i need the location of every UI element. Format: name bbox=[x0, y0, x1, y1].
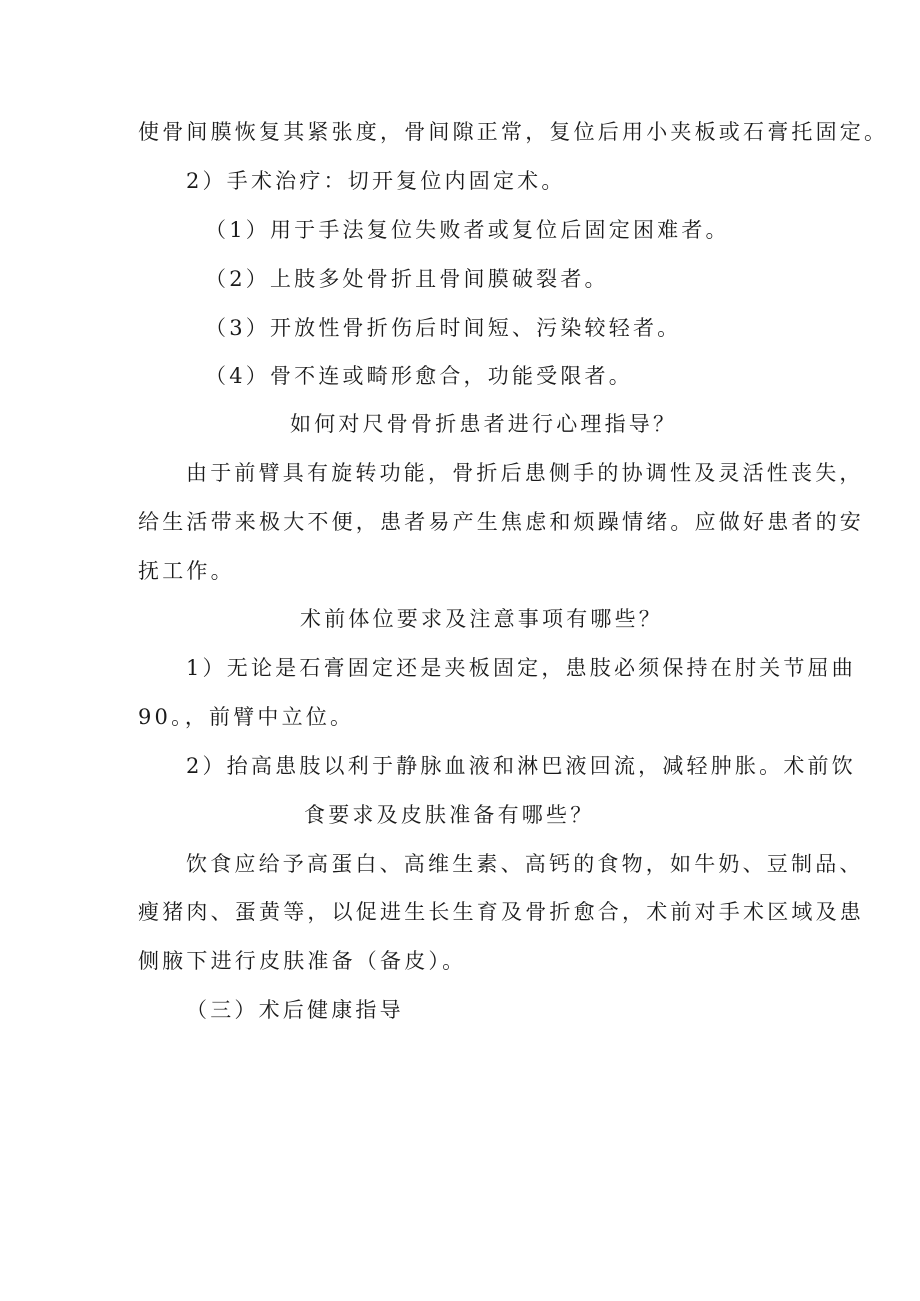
section-heading: 术前体位要求及注意事项有哪些？ bbox=[300, 607, 663, 631]
section-heading: 食要求及皮肤准备有哪些？ bbox=[304, 803, 595, 827]
list-subitem: （2）上肢多处骨折且骨间膜破裂者。 bbox=[205, 267, 609, 291]
list-subitem: （4）骨不连或畸形愈合，功能受限者。 bbox=[205, 364, 633, 388]
paragraph-line: 抚工作。 bbox=[138, 559, 235, 583]
paragraph-line: 1）无论是石膏固定还是夹板固定，患肢必须保持在肘关节屈曲 bbox=[186, 656, 856, 680]
paragraph-line: 使骨间膜恢复其紧张度，骨间隙正常，复位后用小夹板或石膏托固定。 bbox=[138, 120, 889, 144]
section-heading: 如何对尺骨骨折患者进行心理指导？ bbox=[290, 412, 678, 436]
paragraph-line: 瘦猪肉、蛋黄等，以促进生长生育及骨折愈合，术前对手术区域及患 bbox=[138, 900, 864, 924]
paragraph-line: 侧腋下进行皮肤准备（备皮）。 bbox=[138, 949, 467, 973]
list-subitem: （3）开放性骨折伤后时间短、污染较轻者。 bbox=[205, 316, 682, 340]
paragraph-line: 饮食应给予高蛋白、高维生素、高钙的食物，如牛奶、豆制品、 bbox=[186, 852, 864, 876]
paragraph-line: 90。，前臂中立位。 bbox=[138, 705, 355, 729]
list-subitem: （1）用于手法复位失败者或复位后固定困难者。 bbox=[205, 218, 730, 242]
paragraph-line: 由于前臂具有旋转功能，骨折后患侧手的协调性及灵活性丧失， bbox=[186, 461, 864, 485]
paragraph-line: 给生活带来极大不便，患者易产生焦虑和烦躁情绪。应做好患者的安 bbox=[138, 510, 864, 534]
section-heading: （三）术后健康指导 bbox=[186, 998, 404, 1022]
list-item-surgery-treatment: 2）手术治疗：切开复位内固定术。 bbox=[186, 169, 566, 193]
paragraph-line: 2）抬高患肢以利于静脉血液和淋巴液回流，减轻肿胀。术前饮 bbox=[186, 754, 856, 778]
